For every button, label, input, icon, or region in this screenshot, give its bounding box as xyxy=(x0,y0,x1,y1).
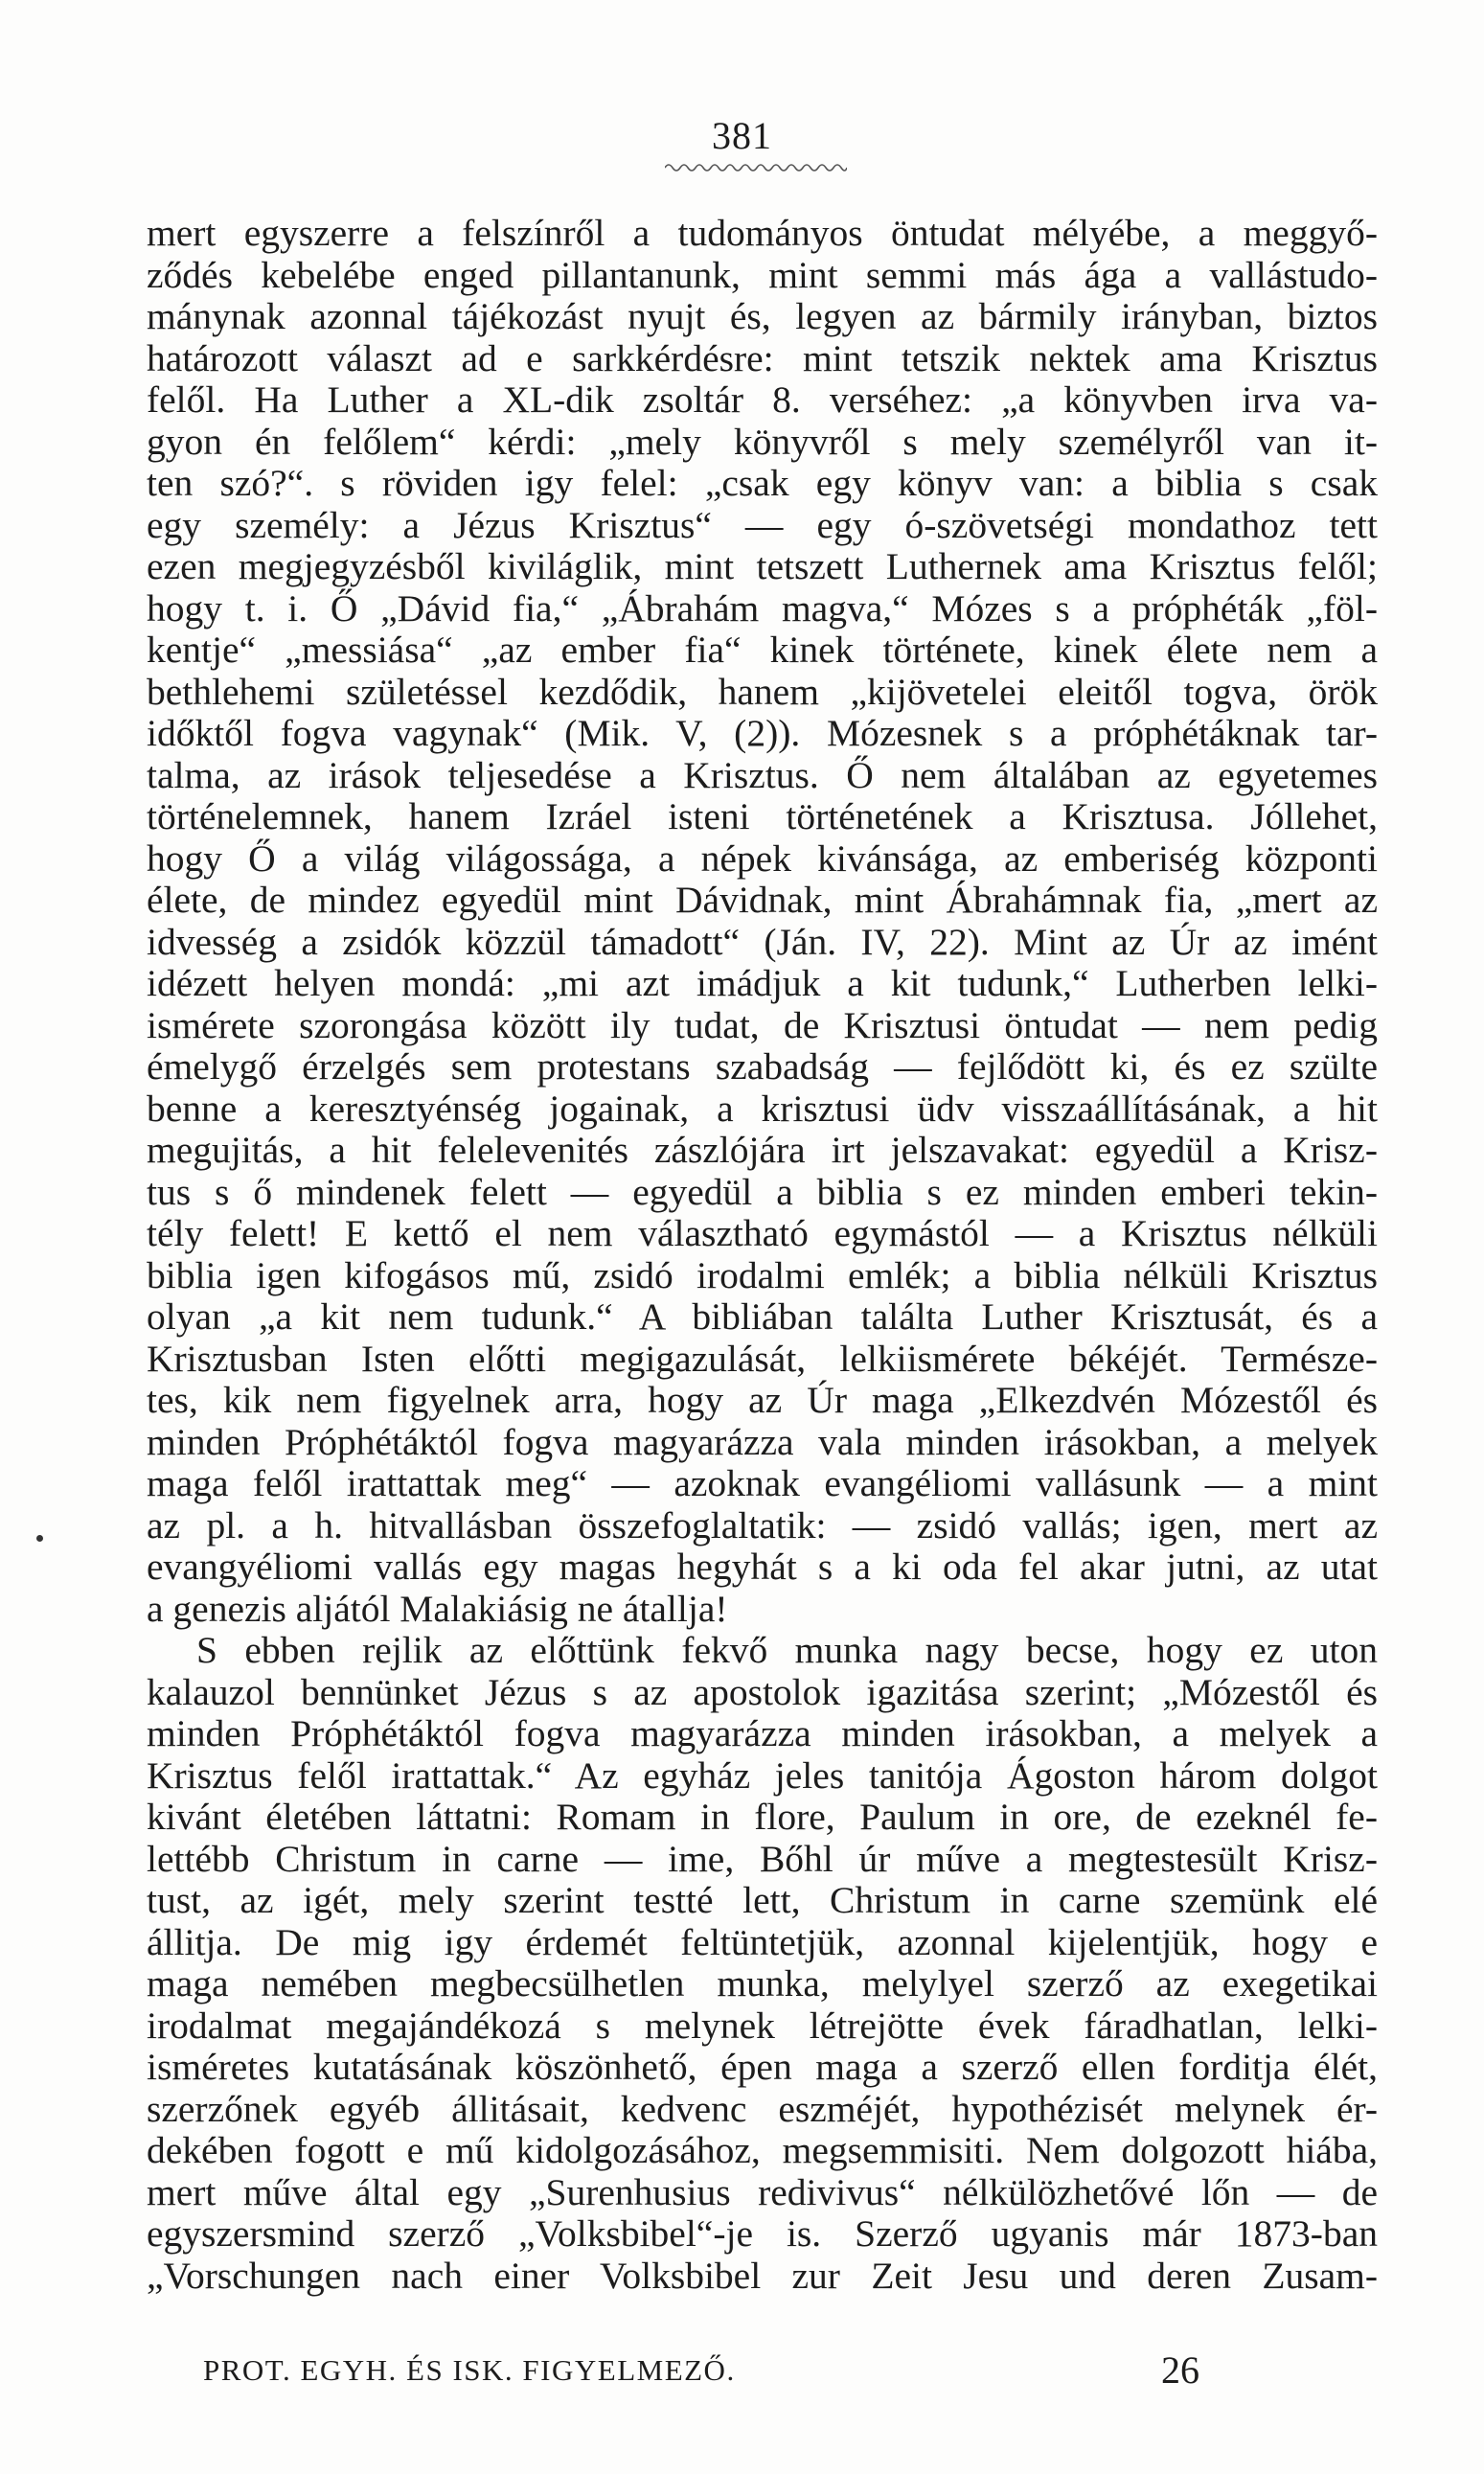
text-line: maga felől irattattak meg“ — azoknak evangéliomi vallásunk — a mint xyxy=(147,1463,1378,1504)
text-line: ződés kebelébe enged pillantanunk, mint semmi más ága a vallástudo- xyxy=(147,254,1378,296)
text-line: tus s ő mindenek felett — egyedül a biblia s ez minden emberi tekin- xyxy=(147,1171,1378,1213)
text-line: maga nemében megbecsülhetlen munka, melylyel szerző az exegetikai xyxy=(147,1963,1378,2004)
text-line: ezen megjegyzésből kiviláglik, mint tetszett Luthernek ama Krisztus felől; xyxy=(147,546,1378,587)
text-line: egy személy: a Jézus Krisztus“ — egy ó-szövetségi mondathoz tett xyxy=(147,504,1378,546)
text-line: idézett helyen mondá: „mi azt imádjuk a kit tudunk,“ Lutherben lelki- xyxy=(147,963,1378,1004)
text-line-paragraph-end: a genezis aljától Malakiásig ne átallja! xyxy=(147,1588,728,1630)
footer-sheet-number: 26 xyxy=(1161,2348,1199,2392)
text-line: gyon én felőlem“ kérdi: „mely könyvről s mely személyről van it- xyxy=(147,421,1378,463)
text-line: mert műve által egy „Surenhusius redivivus“ nélkülözhetővé lőn — de xyxy=(147,2171,1378,2213)
text-line: megujitás, a hit felelevenités zászlójára irt jelszavakat: egyedül a Krisz- xyxy=(147,1130,1378,1171)
text-line: kivánt életében láttatni: Romam in flore, Paulum in ore, de ezeknél fe- xyxy=(147,1797,1378,1838)
text-line: felől. Ha Luther a XL-dik zsoltár 8. verséhez: „a könyvben irva va- xyxy=(147,379,1378,421)
text-line: állitja. De mig igy érdemét feltüntetjük, azonnal kijelentjük, hogy e xyxy=(147,1921,1378,1963)
text-line: tes, kik nem figyelnek arra, hogy az Úr maga „Elkezdvén Mózestől és xyxy=(147,1380,1378,1421)
text-line-paragraph-start: S ebben rejlik az előttünk fekvő munka nagy becse, hogy ez uton xyxy=(196,1630,1378,1671)
text-line: benne a keresztyénség jogainak, a krisztusi üdv visszaállításának, a hit xyxy=(147,1088,1378,1130)
text-line: biblia igen kifogásos mű, zsidó irodalmi emlék; a biblia nélküli Krisztus xyxy=(147,1254,1378,1296)
wavy-rule-ornament xyxy=(665,161,847,174)
text-line: időktől fogva vagynak“ (Mik. V, (2)). Mózesnek s a próphétáknak tar- xyxy=(147,713,1378,754)
text-line: ten szó?“. s röviden igy felel: „csak egy könyv van: a biblia s csak xyxy=(147,463,1378,504)
page-number: 381 xyxy=(712,114,772,157)
text-line: idvesség a zsidók közzül támadott“ (Ján. IV, 22). Mint az Úr az imént xyxy=(147,921,1378,963)
text-line: isméretes kutatásának köszönhető, épen maga a szerző ellen forditja élét, xyxy=(147,2047,1378,2088)
text-line: tust, az igét, mely szerint testté lett, Christum in carne szemünk elé xyxy=(147,1880,1378,1921)
page-footer xyxy=(203,2348,1199,2395)
margin-speck xyxy=(36,1535,43,1542)
text-line: történelemnek, hanem Izráel isteni történetének a Krisztusa. Jóllehet, xyxy=(147,796,1378,837)
text-line: mánynak azonnal tájékozást nyujt és, legyen az bármily irányban, biztos xyxy=(147,296,1378,337)
text-line: Krisztus felől irattattak.“ Az egyház jeles tanitója Ágoston három dolgot xyxy=(147,1754,1378,1797)
body-text xyxy=(147,213,1378,2297)
text-line: evangyéliomi vallás egy magas hegyhát s a ki oda fel akar jutni, az utat xyxy=(147,1546,1378,1588)
text-line: határozott választ ad e sarkkérdésre: mint tetszik nektek ama Krisztus xyxy=(147,337,1378,379)
text-line: hogy Ő a világ világossága, a népek kivánsága, az emberiség központi xyxy=(147,837,1378,880)
text-line: mert egyszerre a felszínről a tudományos öntudat mélyébe, a meggyő- xyxy=(147,213,1378,254)
text-line: talma, az irások teljesedése a Krisztus. Ő nem általában az egyetemes xyxy=(147,754,1378,796)
text-line: tély felett! E kettő el nem választható egymástól — a Krisztus nélküli xyxy=(147,1213,1378,1254)
text-line: az pl. a h. hitvallásban összefoglaltatik: — zsidó vallás; igen, mert az xyxy=(147,1504,1378,1546)
text-line: dekében fogott e mű kidolgozásához, megsemmisiti. Nem dolgozott hiába, xyxy=(147,2130,1378,2171)
text-line: ismérete szorongása között ily tudat, de Krisztusi öntudat — nem pedig xyxy=(147,1004,1378,1046)
text-line: minden Próphétáktól fogva magyarázza vala minden irásokban, a melyek xyxy=(147,1421,1378,1463)
text-line: egyszersmind szerző „Volksbibel“-je is. Szerző ugyanis már 1873-ban xyxy=(147,2213,1378,2255)
text-line: bethlehemi születéssel kezdődik, hanem „kijövetelei eleitől togva, örök xyxy=(147,671,1378,713)
text-line: szerzőnek egyéb állitásait, kedvenc eszméjét, hypothézisét melynek ér- xyxy=(147,2088,1378,2130)
text-line: „Vorschungen nach einer Volksbibel zur Zeit Jesu und deren Zusam- xyxy=(147,2255,1378,2297)
text-line: kalauzol bennünket Jézus s az apostolok igazitása szerint; „Mózestől és xyxy=(147,1671,1378,1713)
text-line: hogy t. i. Ő „Dávid fia,“ „Ábrahám magva,“ Mózes s a próphéták „föl- xyxy=(147,587,1378,630)
text-line: kentje“ „messiása“ „az ember fia“ kinek története, kinek élete nem a xyxy=(147,630,1378,671)
text-line: irodalmat megajándékozá s melynek létrejötte évek fáradhatlan, lelki- xyxy=(147,2004,1378,2047)
text-line: émelygő érzelgés sem protestans szabadság — fejlődött ki, és ez szülte xyxy=(147,1046,1378,1088)
text-line: Krisztusban Isten előtti megigazulását, lelkiismérete békéjét. Természe- xyxy=(147,1338,1378,1380)
text-line: minden Próphétáktól fogva magyarázza minden irásokban, a melyek a xyxy=(147,1713,1378,1754)
footer-signature: PROT. EGYH. ÉS ISK. FIGYELMEZŐ. xyxy=(203,2353,736,2387)
text-line: élete, de mindez egyedül mint Dávidnak, mint Ábrahámnak fia, „mert az xyxy=(147,880,1378,921)
text-line: olyan „a kit nem tudunk.“ A bibliában találta Luther Krisztusát, és a xyxy=(147,1296,1378,1338)
text-line: lettébb Christum in carne — ime, Bőhl úr műve a megtestesült Krisz- xyxy=(147,1838,1378,1880)
